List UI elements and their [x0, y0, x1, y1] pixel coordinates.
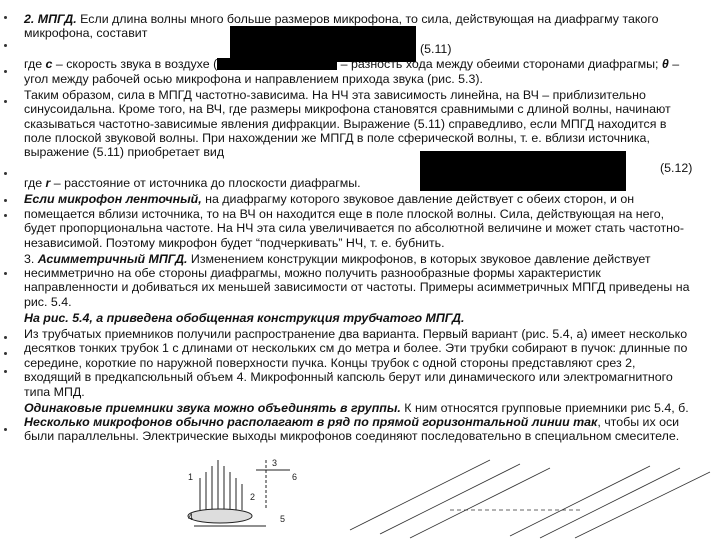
paragraph-ribbon-mic: Если микрофон ленточный, на диафрагму которого звуковое давление действует с обеих сторон, и он помещается вблизи источника, то на ВЧ он находится еще в поле плоской волны. Сила, действующая на него, будет пропорциональна частоте. На НЧ эта сила увеличивается по абсолютной величине и может стать частотно-независимой. Поэтому микрофон будет “подчеркивать” НЧ, т. е. бубнить.	[24, 192, 684, 250]
equation-5-12-row	[24, 161, 696, 176]
equation-number: (5.12)	[660, 161, 693, 176]
paragraph-tube-variants: Из трубчатых приемников получили распространение два варианта. Первый вариант (рис. 5.4, а) имеет несколько десятков тонких трубок 1 с длинами от нескольких см до метра и более. Эти трубки собирают в пучок: длинные по середине, короткие по наружной поверхности пучка. Концы трубок с одной стороны представляют срез 2, входящий в предкапсюльный объем 4. Микрофонный капсюль берут или динамического или электромагнитного типа МПД.	[24, 326, 688, 399]
section-heading-mpgd: 2. МПГД.	[24, 12, 77, 26]
mic-array-drawing	[350, 460, 710, 538]
bullet-dot	[4, 100, 7, 103]
bullet-dot	[4, 44, 7, 47]
equation-5-11-row	[24, 42, 696, 57]
var-c: с	[45, 57, 53, 72]
figure-label: 2	[250, 492, 256, 502]
figure-label: 5	[280, 514, 286, 524]
bullet-dot	[4, 428, 7, 431]
bullet-dot	[4, 16, 7, 19]
paragraph-frequency-dependence: Таким образом, сила в МПГД частотно-зависима. На НЧ эта зависимость линейна, на ВЧ – приблизительно синусоидальна. Кроме того, на ВЧ, где размеры микрофона становятся сравнимыми с длиной волны, начинают сказываться частотно-зависимые явления дифракции. Выражение (5.11) справедливо, если МПГД находится в поле плоской звуковой волны. При нахождении же МПГД в поле сферической волны, т. е. вблизи источника, выражение (5.11) приобретает вид	[24, 87, 671, 160]
bullet-dot	[4, 352, 7, 355]
bullet-column	[0, 0, 16, 540]
figure-5-4	[180, 450, 720, 540]
inline-redaction	[217, 58, 337, 70]
bullet-dot	[4, 199, 7, 202]
figure-label: 4	[188, 512, 194, 522]
bullet-dot	[4, 70, 7, 73]
paragraph-fig-a: На рис. 5.4, а приведена обобщенная конструкция трубчатого МПГД.	[24, 310, 465, 325]
figure-label: 3	[272, 458, 278, 468]
paragraph-r-definition: где r – расстояние от источника до плоскости диафрагмы.	[24, 176, 361, 191]
paragraph-asymmetric: 3. Асимметричный МПГД. Изменением конструкции микрофонов, в которых звуковое давление действует несимметрично на обе стороны диафрагмы, можно получить разнообразные формы характеристик направленности и добиваться их меньшей зависимости от частоты. Примеры асимметричных МПГД приведены на рис. 5.4.	[24, 251, 690, 309]
equation-number: (5.11)	[420, 42, 452, 57]
var-r: r	[45, 176, 51, 191]
text-body	[24, 12, 696, 445]
paragraph-groups: Одинаковые приемники звука можно объединять в группы. К ним относятся групповые приемники рис 5.4, б. Несколько микрофонов обычно располагают в ряд по прямой горизонтальной линии так, чтобы их оси были параллельны. Электрические выходы микрофонов соединяют последовательно в специальном смесителе.	[24, 400, 689, 444]
figure-label: 6	[292, 472, 298, 482]
bullet-dot	[4, 336, 7, 339]
bullet-dot	[4, 172, 7, 175]
paragraph-variables: где с – скорость звука в воздухе ( – разность хода между обеими сторонами диафрагмы; θ – угол между рабочей осью микрофона и направлением прихода звука (рис. 5.3).	[24, 57, 680, 86]
paragraph-text: Если длина волны много больше размеров микрофона, то сила, действующая на диафрагму такого микрофона, составит	[24, 12, 659, 41]
tube-bundle-drawing	[188, 460, 290, 526]
bullet-dot	[4, 214, 7, 217]
bullet-dot	[4, 272, 7, 275]
var-theta: θ	[661, 57, 669, 72]
bullet-dot	[4, 370, 7, 373]
figure-label: 1	[188, 472, 194, 482]
